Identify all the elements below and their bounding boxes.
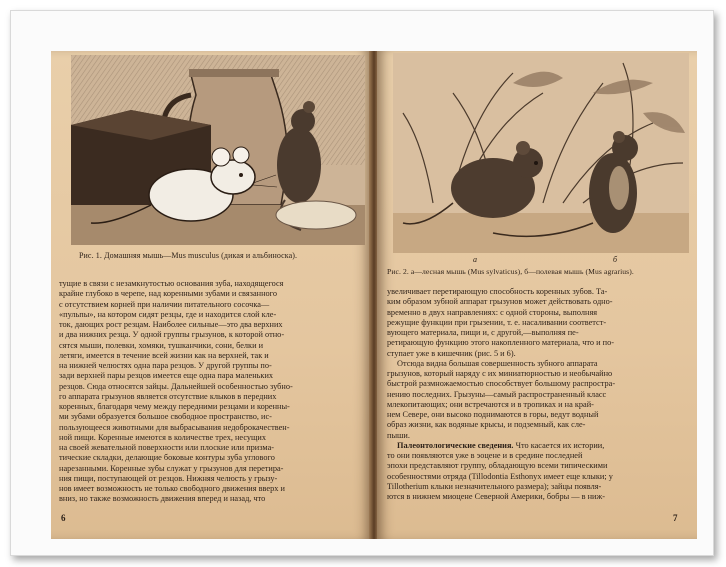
text-line: нарезанными. Коренные зубы служат у грызунов для перетира- [59, 463, 284, 473]
figure-2a-label: а [473, 255, 477, 264]
text-line: пользующееся животными для выбрасывания недоброкачествен- [59, 422, 290, 432]
field-mice-illustration [393, 53, 689, 253]
left-page [51, 51, 371, 539]
text-line: ются в нижнем миоцене Северной Америки, бобры — в ниж- [387, 492, 605, 501]
text-line: образ жизни, как водяные крысы, и подземный, как сле- [387, 420, 586, 430]
text-line: Tillotherium клыки незначительного размера); зайцы появля- [387, 481, 602, 491]
text-line: на нижней челюстях одна пара резцов. У другой группы по- [59, 361, 272, 370]
text-line: зади верхней пары резцов имеется еще одна пара маленьких [59, 371, 274, 381]
text-line: «пульпы», на котором сидят резцы, где и находится слой кле- [59, 309, 277, 319]
text-line: ми зубами образуется большое свободное пространство, ис- [59, 412, 272, 422]
text-line: тущие в связи с незамкнутостью основания зуба, находящегося [59, 279, 284, 288]
text-line: нем Севере, они высоко поднимаются в горы, ведут водный [387, 410, 599, 419]
text-line: режущие функции при грызении, т. е. насаливании соответст- [387, 317, 607, 327]
text-line: го аппарата грызунов является отсутствие клыков в передних [59, 391, 277, 401]
text-line: эпохи представляют группу, обладающую всеми типическими [387, 461, 608, 471]
text-line: ретирающую функцию этого накопленного материала, что и по- [387, 338, 614, 348]
text-line: Отсюда видна большая совершенность зубного аппарата [397, 358, 598, 368]
figure-1-caption: Рис. 1. Домашняя мышь—Mus musculus (дикая и альбиноска). [79, 251, 298, 260]
text-line: пыши. [387, 430, 410, 440]
text-line: ния пищи, поступающей от резцов. Нижняя челюсть у грызу- [59, 473, 278, 483]
text-line: временно в двух направлениях: с одной стороны, выполняя [387, 307, 598, 317]
text-line: коренных, благодаря чему между передними резцами и коренны- [59, 402, 290, 411]
section-heading: Палеонтологические сведения. [397, 440, 514, 450]
text-line: грызунов, который наряду с их миниатюрностью и необычайно [387, 369, 613, 378]
text-line: крайне глубоко в черепе, над коренными зубами и связанного [59, 289, 278, 299]
heading-continuation: Что касается их истории, [513, 440, 605, 450]
text-line: вующего материала, пищи и, с другой,—выполняя пе- [387, 328, 579, 337]
text-line: тические складки, делающие боковые контуры зуба углового [59, 453, 275, 463]
text-line: сятся мыши, полевки, хомяки, тушканчики, сони, белки и [59, 340, 264, 350]
text-line: увеличивает перетирающую способность коренных зубов. Та- [387, 287, 608, 296]
left-page-body [59, 279, 363, 505]
page-number: 6 [61, 513, 66, 523]
text-line: на своей жевательной поверхности или плоские или призма- [59, 443, 275, 452]
text-line: ким образом зубной аппарат грызунов может действовать одно- [387, 297, 613, 307]
scan-frame [10, 10, 714, 556]
text-line: нению последних. Грызуны—самый распространенный класс [387, 389, 607, 399]
text-line: ступает уже в кишечник (рис. 5 и 6). [387, 348, 516, 358]
section-heading-line [387, 441, 691, 451]
figure-2-caption: Рис. 2. а—лесная мышь (Mus sylvaticus), б—полевая мышь (Mus agrarius). [387, 267, 634, 276]
house-mouse-illustration [71, 55, 365, 245]
right-page [377, 51, 697, 539]
text-line: летяги, имеется в течение всей жизни как на верхней, так и [59, 350, 269, 360]
page-number: 7 [673, 513, 678, 523]
text-line: резцов. Сюда относятся зайцы. Дальнейшей особенностью зубно- [59, 381, 293, 391]
text-line: то они появляются уже в эоцене и в средине последней [387, 451, 583, 460]
text-line: особенностями отряда (Tillodontia Esthonyx имеет еще клыки; у [387, 471, 613, 481]
text-line: вниз, но также возможность движения вперед и назад, что [59, 494, 266, 504]
book-spread [51, 51, 697, 539]
text-line: с отсутствием корней при наличии питательного сосочка— [59, 299, 270, 309]
right-page-body [387, 287, 691, 502]
text-line: млекопитающих; они встречаются и в тропиках и на край- [387, 399, 594, 409]
text-line: и два нижних резца. У одной группы грызунов, к которой отно- [59, 330, 285, 340]
text-line: нов имеет возможность не только свободного движения вверх и [59, 484, 285, 493]
text-line: ной пищи. Коренные имеются в количестве трех, несущих [59, 432, 267, 442]
figure-2b-label: б [613, 255, 618, 264]
text-line: ток, дающих рост резцам. Наиболее сильные—это два верхних [59, 320, 283, 329]
text-line: быстрой размножаемостью способствует большому распростра- [387, 379, 616, 389]
